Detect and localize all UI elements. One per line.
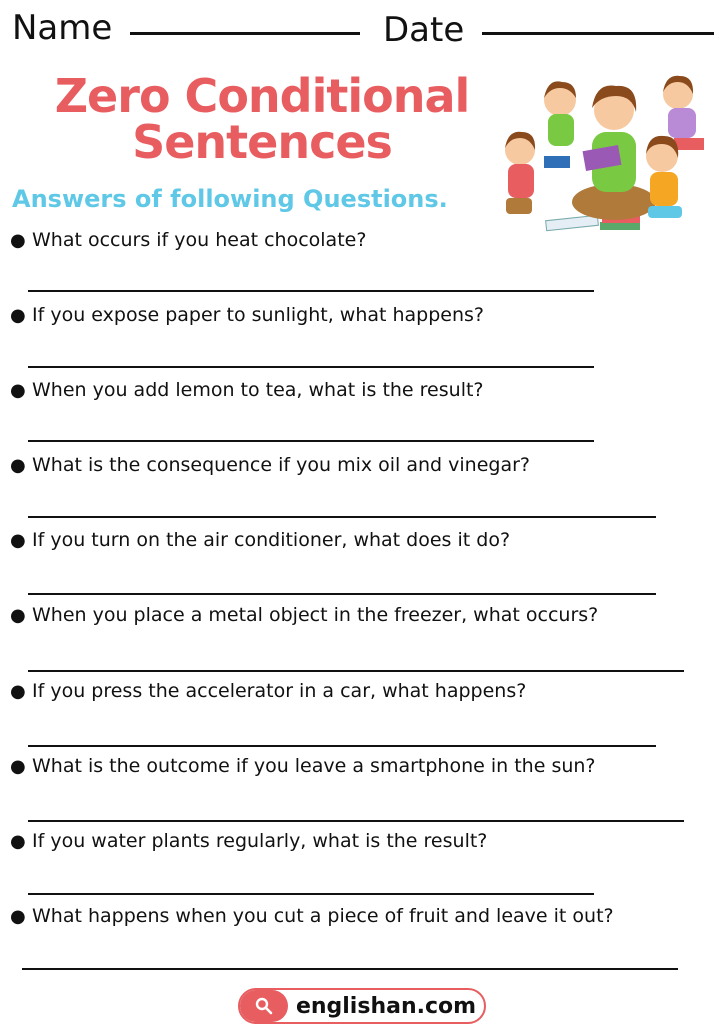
question-2: ● If you expose paper to sunlight, what happens? <box>10 304 485 326</box>
answer-line-8[interactable] <box>28 820 684 822</box>
answer-line-3[interactable] <box>28 440 594 442</box>
bullet-icon: ● <box>10 305 26 326</box>
bullet-icon: ● <box>10 380 26 401</box>
site-url: englishan.com <box>295 993 477 1019</box>
search-icon <box>240 990 288 1022</box>
bullet-icon: ● <box>10 831 26 852</box>
question-7: ● If you press the accelerator in a car, what happens? <box>10 680 527 702</box>
name-label: Name <box>12 8 113 48</box>
question-1: ● What occurs if you heat chocolate? <box>10 229 367 251</box>
answer-line-7[interactable] <box>28 745 656 747</box>
answer-line-10[interactable] <box>22 968 678 970</box>
bullet-icon: ● <box>10 681 26 702</box>
question-8: ● What is the outcome if you leave a smartphone in the sun? <box>10 755 596 777</box>
question-4: ● What is the consequence if you mix oil and vinegar? <box>10 454 530 476</box>
bullet-icon: ● <box>10 455 26 476</box>
name-line[interactable] <box>130 32 360 35</box>
bullet-icon: ● <box>10 230 26 251</box>
answer-line-9[interactable] <box>28 893 594 895</box>
bullet-icon: ● <box>10 530 26 551</box>
date-label: Date <box>383 10 465 50</box>
answer-line-1[interactable] <box>28 290 594 292</box>
question-5: ● If you turn on the air conditioner, what does it do? <box>10 529 511 551</box>
question-3: ● When you add lemon to tea, what is the result? <box>10 379 484 401</box>
question-9: ● If you water plants regularly, what is the result? <box>10 830 488 852</box>
answer-line-6[interactable] <box>28 670 684 672</box>
question-10: ● What happens when you cut a piece of fruit and leave it out? <box>10 905 614 927</box>
site-badge[interactable] <box>238 988 486 1024</box>
bullet-icon: ● <box>10 605 26 626</box>
children-reading-illustration <box>496 72 718 250</box>
bullet-icon: ● <box>10 906 26 927</box>
page-title-line2: Sentences <box>132 115 392 169</box>
bullet-icon: ● <box>10 756 26 777</box>
answer-line-4[interactable] <box>28 516 656 518</box>
answer-line-5[interactable] <box>28 593 656 595</box>
date-line[interactable] <box>482 32 714 35</box>
page-title-line1: Zero Conditional <box>54 69 470 123</box>
answer-line-2[interactable] <box>28 366 594 368</box>
question-6: ● When you place a metal object in the freezer, what occurs? <box>10 604 599 626</box>
subtitle: Answers of following Questions. <box>12 185 448 213</box>
